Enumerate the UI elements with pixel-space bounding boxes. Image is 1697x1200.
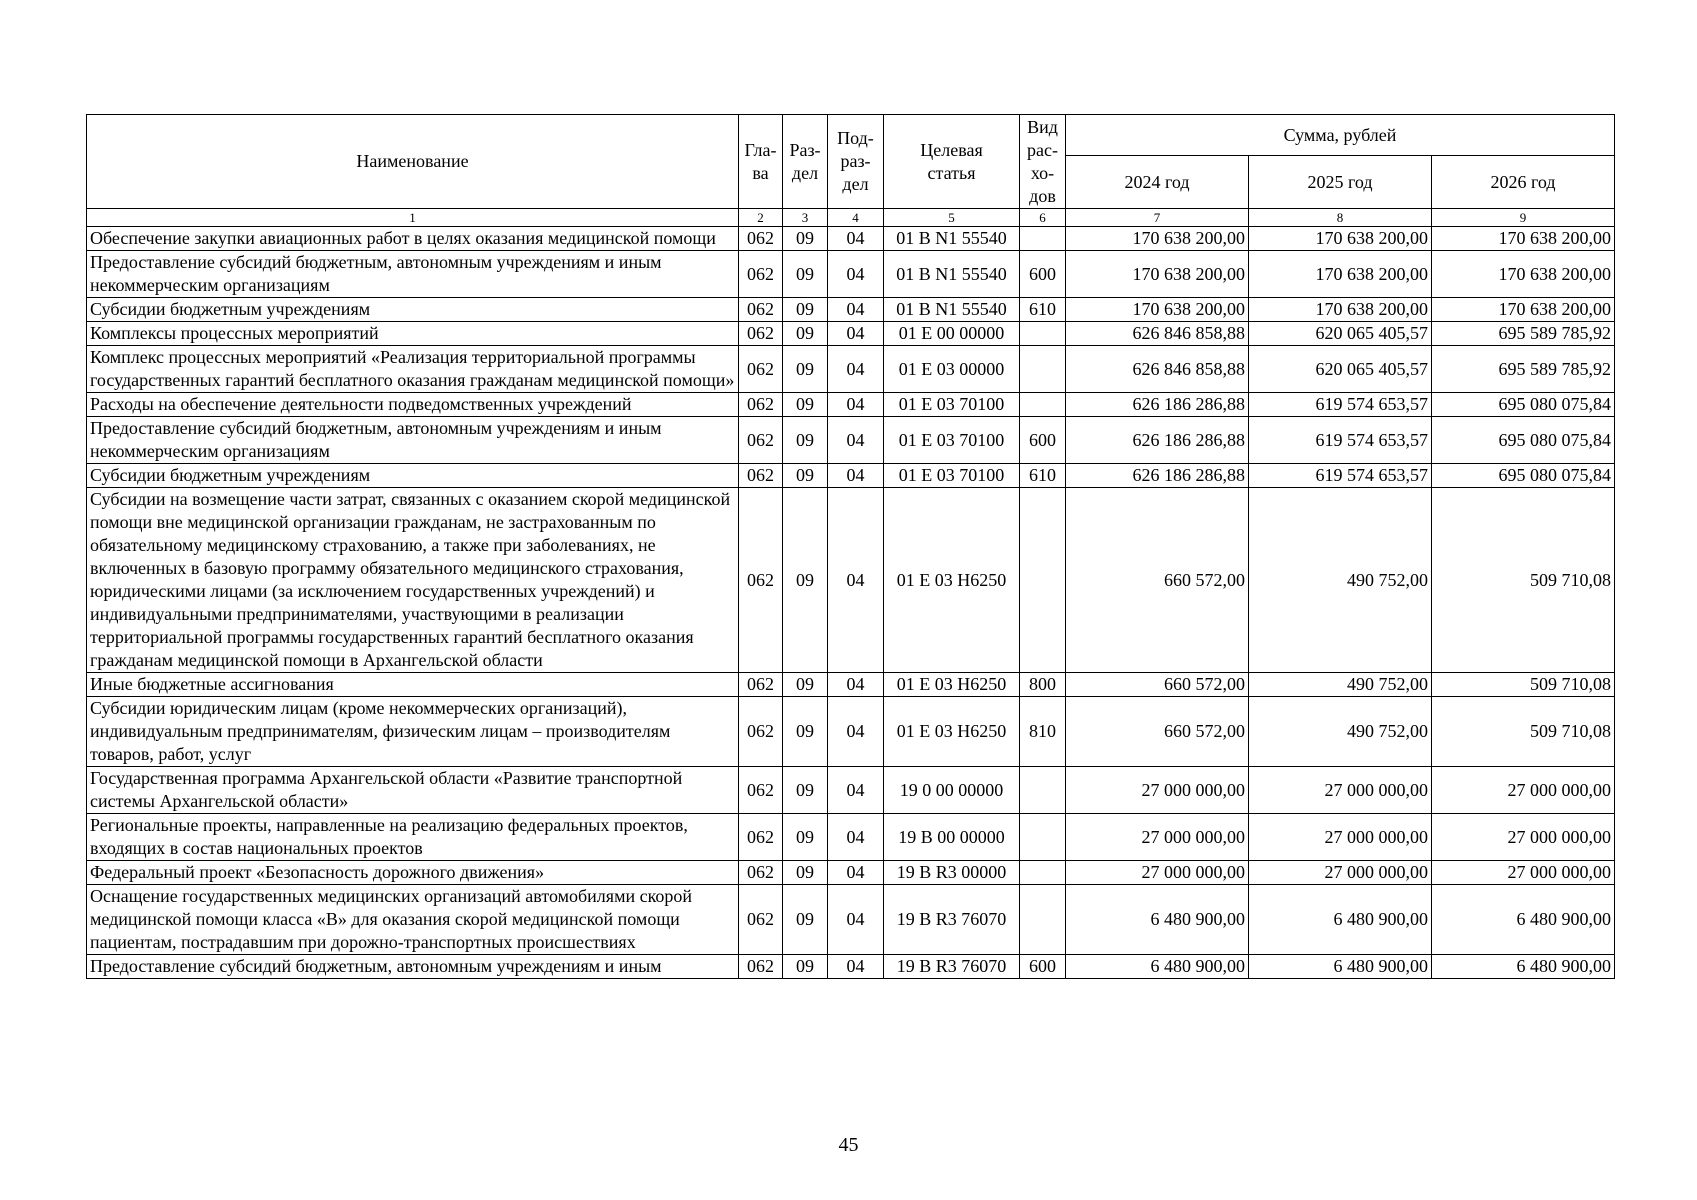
row-subsection: 04 <box>828 417 884 464</box>
table-row <box>87 673 1615 697</box>
row-chapter: 062 <box>739 885 783 955</box>
row-target: 01 Е 03 70100 <box>884 464 1020 488</box>
row-chapter: 062 <box>739 697 783 767</box>
row-sum-2024: 170 638 200,00 <box>1066 251 1249 298</box>
row-target: 19 0 00 00000 <box>884 767 1020 814</box>
row-subsection: 04 <box>828 322 884 346</box>
row-target: 01 Е 03 70100 <box>884 417 1020 464</box>
row-expense-type <box>1020 393 1066 417</box>
row-sum-2026: 509 710,08 <box>1432 673 1615 697</box>
row-expense-type: 800 <box>1020 673 1066 697</box>
row-name: Субсидии на возмещение части затрат, связанных с оказанием скорой медицинской помощи вне медицинской организации гражданам, не застрахованным по обязательному медицинскому страхованию, а также при заболеваниях, не включенных в базовую программу обязательного медицинского страхования, юридическими лицами (за исключением государственных учреждений) и индивидуальными предпринимателями, участвующими в реализации территориальной программы государственных гарантий бесплатного оказания гражданам медицинской помощи в Архангельской области <box>87 488 739 673</box>
table-body <box>87 227 1615 979</box>
row-target: 19 В 00 00000 <box>884 814 1020 861</box>
row-sum-2026: 170 638 200,00 <box>1432 298 1615 322</box>
row-sum-2025: 6 480 900,00 <box>1249 885 1432 955</box>
row-subsection: 04 <box>828 673 884 697</box>
column-number: 5 <box>884 209 1020 227</box>
row-chapter: 062 <box>739 955 783 979</box>
row-section: 09 <box>783 346 828 393</box>
row-section: 09 <box>783 814 828 861</box>
table-row <box>87 488 1615 673</box>
row-sum-2026: 27 000 000,00 <box>1432 767 1615 814</box>
row-expense-type <box>1020 227 1066 251</box>
header-subsection: Под- раз- дел <box>828 115 884 209</box>
row-chapter: 062 <box>739 861 783 885</box>
row-sum-2025: 27 000 000,00 <box>1249 861 1432 885</box>
row-section: 09 <box>783 227 828 251</box>
row-section: 09 <box>783 488 828 673</box>
row-sum-2024: 27 000 000,00 <box>1066 861 1249 885</box>
row-section: 09 <box>783 417 828 464</box>
column-number: 1 <box>87 209 739 227</box>
row-sum-2026: 695 589 785,92 <box>1432 322 1615 346</box>
row-sum-2024: 626 186 286,88 <box>1066 393 1249 417</box>
row-sum-2026: 170 638 200,00 <box>1432 251 1615 298</box>
column-number: 4 <box>828 209 884 227</box>
table-row <box>87 861 1615 885</box>
row-section: 09 <box>783 955 828 979</box>
header-name: Наименование <box>87 115 739 209</box>
table-row <box>87 955 1615 979</box>
row-sum-2025: 490 752,00 <box>1249 673 1432 697</box>
row-subsection: 04 <box>828 488 884 673</box>
row-sum-2026: 6 480 900,00 <box>1432 955 1615 979</box>
row-section: 09 <box>783 697 828 767</box>
row-section: 09 <box>783 767 828 814</box>
row-section: 09 <box>783 673 828 697</box>
row-sum-2025: 27 000 000,00 <box>1249 767 1432 814</box>
row-subsection: 04 <box>828 227 884 251</box>
row-sum-2025: 27 000 000,00 <box>1249 814 1432 861</box>
row-section: 09 <box>783 464 828 488</box>
row-sum-2025: 490 752,00 <box>1249 488 1432 673</box>
header-year-2026: 2026 год <box>1432 156 1615 209</box>
table-row <box>87 885 1615 955</box>
row-sum-2025: 620 065 405,57 <box>1249 322 1432 346</box>
row-expense-type <box>1020 346 1066 393</box>
row-expense-type: 600 <box>1020 417 1066 464</box>
row-subsection: 04 <box>828 346 884 393</box>
header-chapter: Гла- ва <box>739 115 783 209</box>
row-target: 01 В N1 55540 <box>884 298 1020 322</box>
row-section: 09 <box>783 298 828 322</box>
header-expense-type: Вид рас- хо- дов <box>1020 115 1066 209</box>
column-number: 6 <box>1020 209 1066 227</box>
row-name: Расходы на обеспечение деятельности подведомственных учреждений <box>87 393 739 417</box>
row-subsection: 04 <box>828 955 884 979</box>
table-row <box>87 227 1615 251</box>
row-sum-2025: 170 638 200,00 <box>1249 251 1432 298</box>
row-name: Государственная программа Архангельской области «Развитие транспортной системы Архангельской области» <box>87 767 739 814</box>
row-expense-type <box>1020 885 1066 955</box>
header-year-2024: 2024 год <box>1066 156 1249 209</box>
row-sum-2026: 695 080 075,84 <box>1432 417 1615 464</box>
row-sum-2026: 509 710,08 <box>1432 488 1615 673</box>
table-row <box>87 697 1615 767</box>
row-target: 01 Е 00 00000 <box>884 322 1020 346</box>
row-sum-2024: 170 638 200,00 <box>1066 227 1249 251</box>
row-chapter: 062 <box>739 464 783 488</box>
row-sum-2026: 509 710,08 <box>1432 697 1615 767</box>
row-chapter: 062 <box>739 298 783 322</box>
row-name: Предоставление субсидий бюджетным, автономным учреждениям и иным некоммерческим организациям <box>87 417 739 464</box>
budget-table <box>86 114 1615 979</box>
row-chapter: 062 <box>739 346 783 393</box>
row-sum-2026: 170 638 200,00 <box>1432 227 1615 251</box>
row-expense-type <box>1020 488 1066 673</box>
row-target: 19 В R3 76070 <box>884 885 1020 955</box>
row-expense-type: 810 <box>1020 697 1066 767</box>
row-sum-2024: 27 000 000,00 <box>1066 767 1249 814</box>
row-subsection: 04 <box>828 885 884 955</box>
row-sum-2024: 170 638 200,00 <box>1066 298 1249 322</box>
row-name: Предоставление субсидий бюджетным, автономным учреждениям и иным <box>87 955 739 979</box>
row-chapter: 062 <box>739 251 783 298</box>
row-sum-2024: 660 572,00 <box>1066 488 1249 673</box>
row-sum-2025: 6 480 900,00 <box>1249 955 1432 979</box>
row-subsection: 04 <box>828 767 884 814</box>
row-sum-2025: 619 574 653,57 <box>1249 417 1432 464</box>
table-row <box>87 322 1615 346</box>
row-expense-type <box>1020 322 1066 346</box>
row-target: 01 Е 03 Н6250 <box>884 673 1020 697</box>
row-target: 01 Е 03 70100 <box>884 393 1020 417</box>
row-sum-2026: 695 080 075,84 <box>1432 393 1615 417</box>
row-subsection: 04 <box>828 393 884 417</box>
row-sum-2026: 6 480 900,00 <box>1432 885 1615 955</box>
column-number: 7 <box>1066 209 1249 227</box>
row-sum-2026: 27 000 000,00 <box>1432 861 1615 885</box>
row-expense-type <box>1020 814 1066 861</box>
column-number: 3 <box>783 209 828 227</box>
row-chapter: 062 <box>739 673 783 697</box>
row-chapter: 062 <box>739 488 783 673</box>
row-chapter: 062 <box>739 393 783 417</box>
row-expense-type: 610 <box>1020 464 1066 488</box>
column-number-row <box>87 209 1615 227</box>
row-expense-type: 600 <box>1020 955 1066 979</box>
row-sum-2024: 626 186 286,88 <box>1066 464 1249 488</box>
row-sum-2024: 27 000 000,00 <box>1066 814 1249 861</box>
column-number: 9 <box>1432 209 1615 227</box>
row-name: Федеральный проект «Безопасность дорожного движения» <box>87 861 739 885</box>
row-sum-2025: 619 574 653,57 <box>1249 393 1432 417</box>
row-target: 01 Е 03 00000 <box>884 346 1020 393</box>
row-chapter: 062 <box>739 227 783 251</box>
row-sum-2026: 695 589 785,92 <box>1432 346 1615 393</box>
row-sum-2024: 6 480 900,00 <box>1066 885 1249 955</box>
table-row <box>87 767 1615 814</box>
row-sum-2026: 695 080 075,84 <box>1432 464 1615 488</box>
header-year-2025: 2025 год <box>1249 156 1432 209</box>
row-section: 09 <box>783 885 828 955</box>
row-sum-2026: 27 000 000,00 <box>1432 814 1615 861</box>
row-subsection: 04 <box>828 697 884 767</box>
column-number: 8 <box>1249 209 1432 227</box>
row-sum-2024: 626 846 858,88 <box>1066 322 1249 346</box>
row-chapter: 062 <box>739 417 783 464</box>
row-expense-type <box>1020 861 1066 885</box>
row-sum-2024: 660 572,00 <box>1066 673 1249 697</box>
row-sum-2024: 660 572,00 <box>1066 697 1249 767</box>
header-section: Раз- дел <box>783 115 828 209</box>
row-name: Обеспечение закупки авиационных работ в целях оказания медицинской помощи <box>87 227 739 251</box>
row-name: Комплекс процессных мероприятий «Реализация территориальной программы государственных гарантий бесплатного оказания гражданам медицинской помощи» <box>87 346 739 393</box>
row-name: Иные бюджетные ассигнования <box>87 673 739 697</box>
row-target: 01 Е 03 Н6250 <box>884 697 1020 767</box>
row-sum-2025: 170 638 200,00 <box>1249 227 1432 251</box>
row-sum-2024: 6 480 900,00 <box>1066 955 1249 979</box>
table-row <box>87 417 1615 464</box>
header-sum-group: Сумма, рублей <box>1066 115 1615 156</box>
row-subsection: 04 <box>828 814 884 861</box>
row-name: Комплексы процессных мероприятий <box>87 322 739 346</box>
header-target: Целевая статья <box>884 115 1020 209</box>
table-row <box>87 464 1615 488</box>
table-row <box>87 298 1615 322</box>
row-target: 01 В N1 55540 <box>884 227 1020 251</box>
column-number: 2 <box>739 209 783 227</box>
row-section: 09 <box>783 251 828 298</box>
row-section: 09 <box>783 322 828 346</box>
table-header <box>87 115 1615 227</box>
row-chapter: 062 <box>739 322 783 346</box>
table-row <box>87 393 1615 417</box>
row-name: Субсидии бюджетным учреждениям <box>87 298 739 322</box>
row-target: 19 В R3 00000 <box>884 861 1020 885</box>
row-subsection: 04 <box>828 251 884 298</box>
row-target: 19 В R3 76070 <box>884 955 1020 979</box>
row-sum-2025: 490 752,00 <box>1249 697 1432 767</box>
row-expense-type: 600 <box>1020 251 1066 298</box>
row-chapter: 062 <box>739 814 783 861</box>
row-expense-type: 610 <box>1020 298 1066 322</box>
row-sum-2024: 626 186 286,88 <box>1066 417 1249 464</box>
row-name: Субсидии юридическим лицам (кроме некоммерческих организаций), индивидуальным предпринимателям, физическим лицам – производителям товаров, работ, услуг <box>87 697 739 767</box>
table-row <box>87 346 1615 393</box>
row-subsection: 04 <box>828 861 884 885</box>
row-chapter: 062 <box>739 767 783 814</box>
table-row <box>87 814 1615 861</box>
row-sum-2024: 626 846 858,88 <box>1066 346 1249 393</box>
row-sum-2025: 170 638 200,00 <box>1249 298 1432 322</box>
row-section: 09 <box>783 393 828 417</box>
table-row <box>87 251 1615 298</box>
row-target: 01 В N1 55540 <box>884 251 1020 298</box>
row-expense-type <box>1020 767 1066 814</box>
row-name: Субсидии бюджетным учреждениям <box>87 464 739 488</box>
row-subsection: 04 <box>828 298 884 322</box>
row-section: 09 <box>783 861 828 885</box>
row-name: Региональные проекты, направленные на реализацию федеральных проектов, входящих в состав национальных проектов <box>87 814 739 861</box>
row-target: 01 Е 03 Н6250 <box>884 488 1020 673</box>
row-sum-2025: 620 065 405,57 <box>1249 346 1432 393</box>
page-number: 45 <box>838 1134 859 1156</box>
row-sum-2025: 619 574 653,57 <box>1249 464 1432 488</box>
row-subsection: 04 <box>828 464 884 488</box>
row-name: Оснащение государственных медицинских организаций автомобилями скорой медицинской помощи класса «В» для оказания скорой медицинской помощи пациентам, пострадавшим при дорожно-транспортных происшествиях <box>87 885 739 955</box>
row-name: Предоставление субсидий бюджетным, автономным учреждениям и иным некоммерческим организациям <box>87 251 739 298</box>
